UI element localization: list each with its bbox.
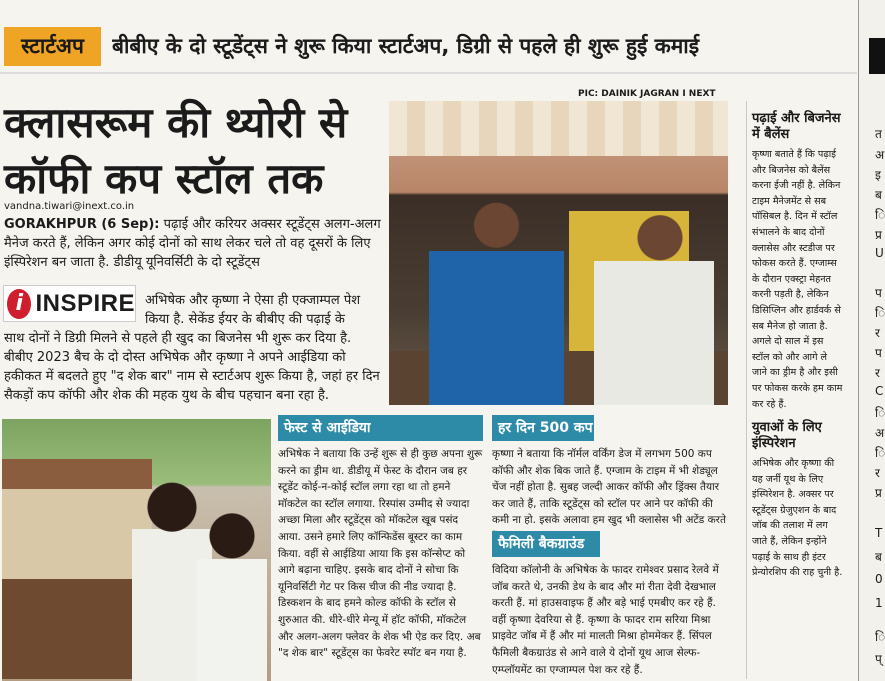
main-photo — [389, 101, 728, 405]
inspire-word: INSPIRE — [35, 289, 135, 317]
adjacent-column — [858, 0, 885, 681]
section-fest-text: अभिषेक ने बताया कि उन्हें शुरू से ही कुछ अपना शुरू करने का ड्रीम था. डीडीयू में फेस्ट के दौरान जब हर स्टूडेंट कोई-न-कोई स्टॉल लगा रहा था तो हमने मॉकटेल का स्टॉल लगाया. रिस्पांस उम्मीद से ज्यादा अच्छा मिला और स्टूडेंट्स को मॉकटेल खूब पसंद आया. उसने हमारे लिए कॉन्फिडेंस बूस्टर का काम किया. वहीं से आईडिया आया कि इस कॉन्सेप्ट को आगे बढ़ाना चाहिए. इसके बाद दोनों ने सोचा कि यूनिवर्सिटी गेट पर किस चीज की नीड ज्यादा है. डिस्कशन के बाद हमने कोल्ड कॉफी के स्टॉल से शुरुआत की. धीरे-धीरे मेन्यू में हॉट कॉफी, मॉकटेल और अलग-अलग फ्लेवर के शेक भी ऐड कर दिए. अब "द शेक बार" स्टूडेंट्स का फेवरेट स्पॉट बन गया है. — [278, 448, 483, 660]
edge-line: ि — [875, 306, 885, 320]
edge-line: अ — [875, 426, 885, 440]
edge-line: इ — [875, 168, 881, 182]
photo-awning — [389, 101, 728, 156]
edge-line: र — [875, 326, 880, 340]
section-daily-text: कृष्णा ने बताया कि नॉर्मल वर्किंग डेज में लगभग 500 कप कॉफी और शेक बिक जाते हैं. एग्जाम के टाइम में भी शेड्यूल चेंज नहीं होता है. सुबह जल्दी आकर कॉफी और ड्रिंक्स तैयार कर जाते हैं, ताकि स्टूडेंट्स को स्टॉल पर आने पर कॉफी की कमी ना हो. इसके अलावा हम खुद भी क्लासेस भी अटेंड करते — [492, 448, 726, 527]
edge-line: ि — [875, 208, 885, 222]
edge-line: त — [875, 127, 882, 141]
edge-line: 0 — [875, 572, 883, 586]
intro-text-1: पढ़ाई और करियर अक्सर स्टूडेंट्स अलग-अलग मैनेज करते हैं, लेकिन अगर कोई दोनों को साथ लेकर चले तो वह दूसरों के लिए इंस्पिरेशन बन जाता है. डीडीयू यूनिवर्सिटी के दो स्टूडेंट्स — [4, 217, 381, 270]
edge-line: प् — [875, 652, 882, 666]
edge-line: प — [875, 346, 882, 360]
sidebar-text-2: अभिषेक और कृष्णा की यह जर्नी यूथ के लिए इंस्पिरेशन है. अक्सर पर स्टूडेंट्स ग्रेजुएशन के बाद जॉब की तलाश में लग जाते हैं, लेकिन इन्होंने पढ़ाई के साथ ही इंटर प्रेन्योरशिप की राह चुनी है. — [752, 458, 843, 579]
inspire-logo — [3, 285, 136, 322]
section-family-heading: फैमिली बैकग्राउंड — [492, 531, 600, 557]
photo-person-2 — [594, 201, 714, 405]
edge-line: ब — [875, 550, 882, 564]
headline-line-2: कॉफी कप स्टॉल तक — [4, 154, 324, 203]
secondary-photo — [2, 419, 271, 681]
edge-line: U — [875, 246, 884, 260]
edge-line: ि — [875, 446, 885, 460]
intro-text-2: अभिषेक और कृष्णा ने ऐसा ही एक्जाम्पल पेश किया है. सेकेंड ईयर के बीबीए की पढ़ाई के — [145, 293, 361, 327]
section-fest-heading: फेस्ट से आईडिया — [278, 415, 483, 441]
edge-line: प — [875, 286, 882, 300]
divider — [0, 72, 857, 74]
photo-customer-2 — [197, 504, 267, 681]
photo-stall — [2, 459, 152, 679]
edge-line: ब — [875, 188, 882, 202]
byline-email: vandna.tiwari@inext.co.in — [4, 201, 135, 212]
edge-line: अ — [875, 148, 885, 162]
edge-line: ि — [875, 630, 885, 644]
section-daily-heading: हर दिन 500 कप — [492, 415, 594, 441]
sidebar-heading-1: पढ़ाई और बिजनेस में बैलेंस — [752, 111, 841, 142]
edge-line: T — [875, 526, 883, 540]
column-divider — [746, 101, 747, 679]
dateline: GORAKHPUR (6 Sep): — [4, 217, 160, 232]
photo-credit: PIC: DAINIK JAGRAN I NEXT — [578, 89, 716, 99]
section-kicker: स्टार्टअप — [4, 27, 101, 66]
edge-line: C — [875, 384, 884, 398]
intro-paragraph — [4, 215, 384, 272]
adjacent-column-block — [869, 38, 885, 74]
headline — [4, 95, 384, 207]
photo-person-1 — [429, 191, 564, 405]
headline-line-1: क्लासरूम की थ्योरी से — [4, 98, 348, 147]
sidebar — [752, 111, 844, 581]
edge-line: प्र — [875, 486, 882, 500]
edge-line: र — [875, 366, 880, 380]
section-family — [492, 531, 730, 678]
sidebar-heading-2: युवाओं के लिए इंस्पिरेशन — [752, 420, 822, 452]
section-daily — [492, 415, 730, 546]
intro-text-3: साथ दोनों ने डिग्री मिलने से पहले ही खुद का बिजनेस भी शुरू कर दिया है. बीबीए 2023 बैच के दो दोस्त अभिषेक और कृष्णा ने अपने आईडिया को हकीकत में बदलते हुए "द शेक बार" नाम से स्टार्टअप शुरू किया है, जहां हर दिन सैकड़ों कप कॉफी और शेक की महक युथ के बीच पहचान बना रहा है. — [4, 331, 380, 403]
section-family-text: विदिया कॉलोनी के अभिषेक के फादर रामेश्वर प्रसाद रेलवे में जॉब करते थे, उनकी डेथ के बाद और मां रीता देवी देखभाल करती हैं. मां हाउसवाइफ हैं और बड़े भाई एमबीए कर रहे हैं. वहीं कृष्णा देवरिया से हैं. कृष्णा के फादर राम सरिया मिश्रा प्राइवेट जॉब में हैं और मां मालती मिश्रा होममेकर हैं. सिंपल फैमिली बैकग्राउंड से आने वाले ये दोनों यूथ आज सेल्फ-एम्प्लॉयमेंट का एग्जाम्पल पेश कर रहे हैं. — [492, 564, 719, 676]
section-fest — [278, 415, 483, 662]
sidebar-text-1: कृष्णा बताते हैं कि पढ़ाई और बिजनेस को बैलेंस करना ईजी नहीं है. लेकिन टाइम मैनेजमेंट से सब पॉसिबल है. दिन में स्टॉल संभालने के बाद दोनों क्लासेस और स्टडीज पर फोकस करते हैं. एग्जाम्स के दौरान एक्स्ट्रा मेहनत करनी पड़ती है, लेकिन डिसिप्लिन और हार्डवर्क से सब मैनेज हो जाता है. अगले दो साल में इस स्टॉल को और आगे ले जाने का ड्रीम है और इसी पर फोकस करके हम काम कर रहे हैं. — [752, 149, 843, 410]
edge-line: 1 — [875, 596, 883, 610]
edge-line: ि — [875, 406, 885, 420]
edge-line: र — [875, 466, 880, 480]
inspire-i-icon: i — [7, 289, 31, 319]
edge-line: प्र — [875, 228, 882, 242]
strapline: बीबीए के दो स्टूडेंट्स ने शुरू किया स्टार्टअप, डिग्री से पहले ही शुरू हुई कमाई — [112, 34, 700, 58]
